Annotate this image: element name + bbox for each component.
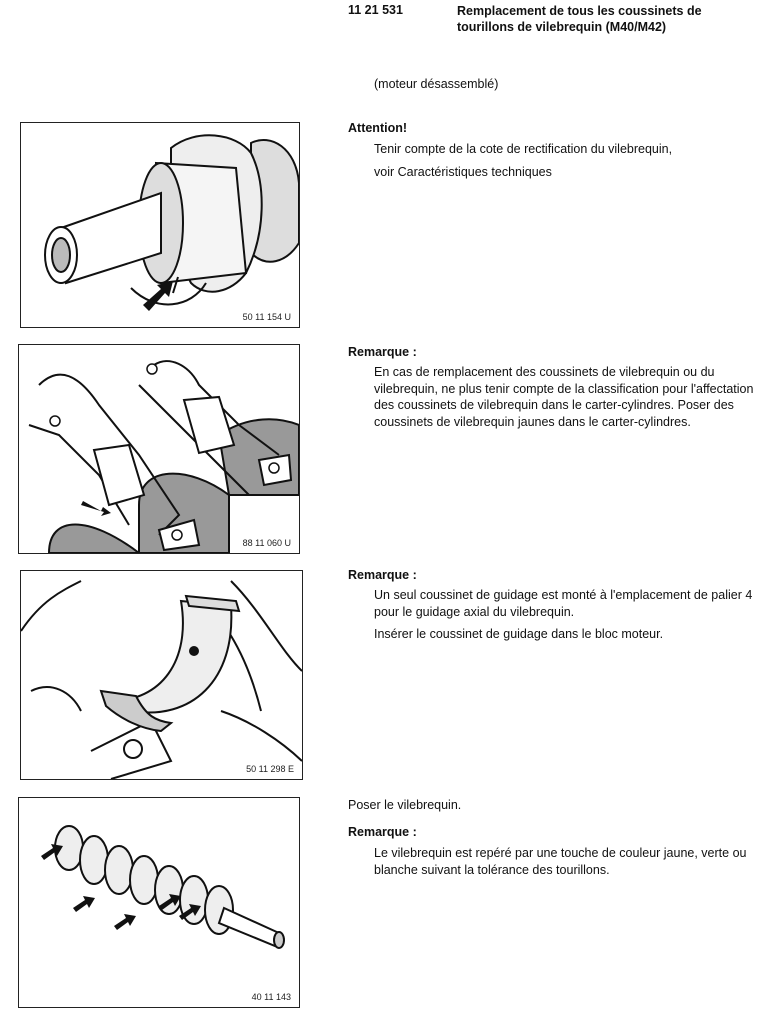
remark-1-paragraph: En cas de remplacement des coussinets de vilebrequin ou du vilebrequin, ne plus tenir compte de la classification pour l'affectation des coussinets de vilebrequin dans le carter-cylindres. Poser des coussinets de vilebrequin jaunes dans le carter-cylindres.: [374, 365, 754, 429]
remark-text-2: [374, 587, 758, 649]
arrow-marker: [81, 501, 111, 516]
remark-2-line-2: Insérer le coussinet de guidage dans le bloc moteur.: [374, 627, 664, 641]
remark-text-3: [374, 845, 754, 884]
figure-label: 40 11 143: [251, 992, 291, 1002]
figure-thrust-bearing-shell: [20, 570, 303, 780]
attention-line-1: Tenir compte de la cote de rectification du vilebrequin,: [374, 142, 673, 156]
arrow-marker: [114, 914, 136, 930]
remark-heading-3: Remarque :: [348, 825, 417, 839]
attention-heading: Attention!: [348, 121, 408, 135]
bearing-caps-illustration: [19, 345, 299, 553]
figure-bearing-caps: [18, 344, 300, 554]
remark-text-1: [374, 364, 758, 436]
crankshaft-journal-illustration: [21, 123, 299, 327]
remark-2-line-1: Un seul coussinet de guidage est monté à l'emplacement de palier 4 pour le guidage axial du vilebrequin.: [374, 588, 753, 619]
remark-heading-2: Remarque :: [348, 568, 417, 582]
install-instruction: Poser le vilebrequin.: [348, 798, 462, 812]
crankshaft-full-illustration: [19, 798, 299, 1007]
document-title: Remplacement de tous les coussinets de tourillons de vilebrequin (M40/M42): [457, 4, 702, 34]
thrust-bearing-shell-illustration: [21, 571, 302, 779]
arrow-marker: [143, 281, 173, 311]
remark-3-paragraph: Le vilebrequin est repéré par une touche de couleur jaune, verte ou blanche suivant la tolérance des tourillons.: [374, 846, 747, 877]
figure-label: 88 11 060 U: [242, 538, 291, 548]
figure-crankshaft-journal: [20, 122, 300, 328]
remark-heading-1: Remarque :: [348, 345, 417, 359]
figure-crankshaft-full: [18, 797, 300, 1008]
arrow-marker: [73, 896, 95, 912]
figure-label: 50 11 298 E: [246, 764, 294, 774]
intro-note: (moteur désassemblé): [374, 77, 499, 91]
figure-label: 50 11 154 U: [242, 312, 291, 322]
attention-line-2: voir Caractéristiques techniques: [374, 164, 552, 179]
document-number: 11 21 531: [348, 3, 403, 17]
attention-text: [374, 141, 754, 186]
